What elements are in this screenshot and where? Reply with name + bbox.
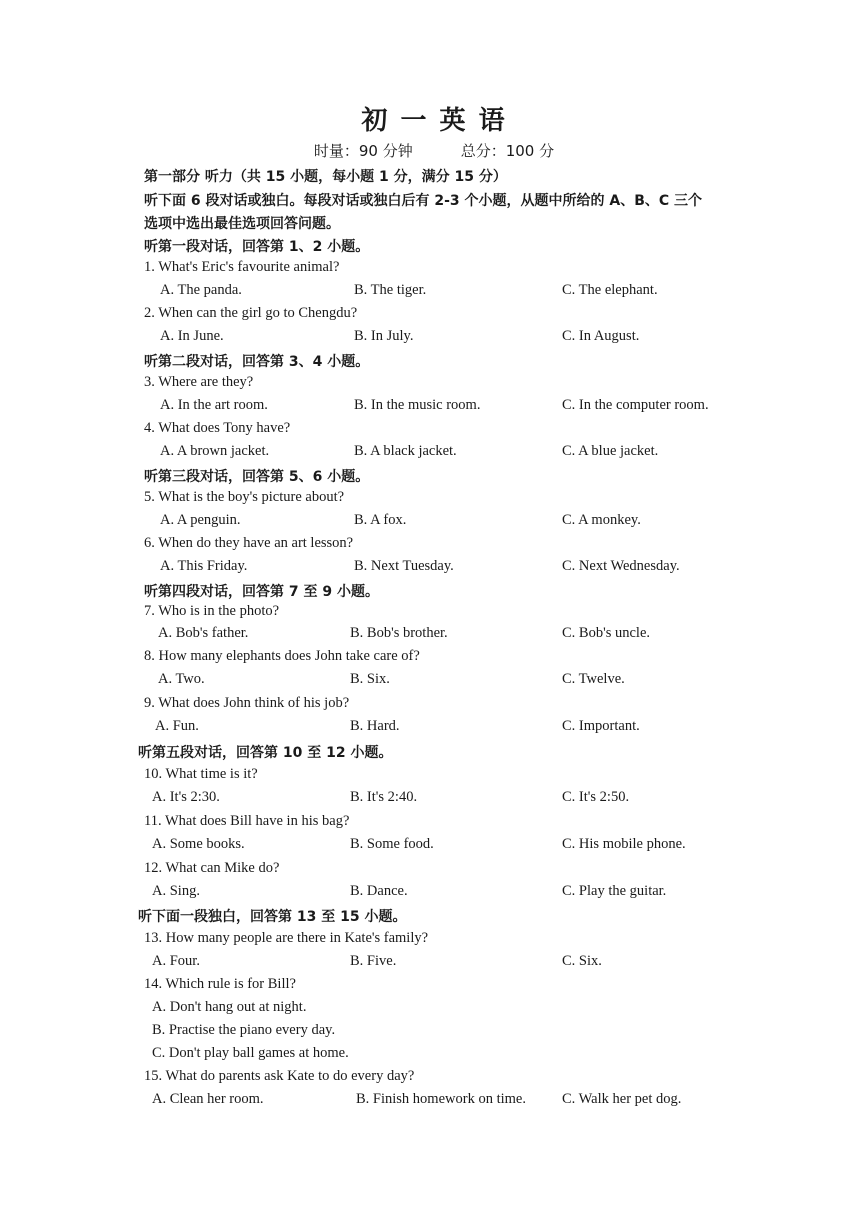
question-text: 15. What do parents ask Kate to do every day? [144,1068,415,1084]
option-a: A. Bob's father. [158,625,249,641]
option-c: C. Important. [562,718,640,734]
option-c: C. Bob's uncle. [562,625,650,641]
option-a: A. This Friday. [160,558,248,574]
option-c: C. Walk her pet dog. [562,1091,682,1107]
question-text: 3. Where are they? [144,374,254,390]
option-b: B. Five. [350,953,397,969]
instruction-line-1: 听下面 6 段对话或独白。每段对话或独白后有 2-3 个小题，从题中所给的 A、B、C 三个 [144,193,703,209]
dialog-header: 听第一段对话，回答第 1、2 小题。 [144,239,370,255]
option-b: B. A fox. [354,512,407,528]
option-a: A. Don't hang out at night. [152,999,307,1015]
question-text: 2. When can the girl go to Chengdu? [144,305,358,321]
option-a: A. The panda. [160,282,242,298]
option-b: B. Some food. [350,836,434,852]
option-b: B. Hard. [350,718,400,734]
option-a: A. Four. [152,953,200,969]
time-limit: 时量：90 分钟 [313,142,413,160]
option-b: B. Practise the piano every day. [152,1022,336,1038]
option-c: C. Six. [562,953,602,969]
option-b: B. Bob's brother. [350,625,448,641]
option-a: A. It's 2:30. [152,789,220,805]
option-c: C. Twelve. [562,671,625,687]
option-a: A. Sing. [152,883,200,899]
dialog-header: 听第四段对话，回答第 7 至 9 小题。 [144,584,379,600]
option-b: B. It's 2:40. [350,789,418,805]
option-a: A. In the art room. [160,397,268,413]
option-b: B. Dance. [350,883,408,899]
option-b: B. Finish homework on time. [356,1091,526,1107]
option-a: A. In June. [160,328,224,344]
instruction-line-2: 选项中选出最佳选项回答问题。 [144,216,340,232]
dialog-header: 听第三段对话，回答第 5、6 小题。 [144,469,370,485]
question-text: 10. What time is it? [144,766,258,782]
option-b: B. A black jacket. [354,443,457,459]
question-text: 12. What can Mike do? [144,860,280,876]
option-c: C. In the computer room. [562,397,709,413]
option-c: C. The elephant. [562,282,658,298]
option-c: C. His mobile phone. [562,836,686,852]
dialog-header: 听下面一段独白，回答第 13 至 15 小题。 [138,909,407,925]
question-text: 4. What does Tony have? [144,420,291,436]
section-heading: 第一部分 听力（共 15 小题，每小题 1 分，满分 15 分） [144,169,507,185]
question-text: 11. What does Bill have in his bag? [144,813,350,829]
option-a: A. Fun. [155,718,199,734]
question-text: 7. Who is in the photo? [144,603,280,619]
option-a: A. A brown jacket. [160,443,270,459]
option-c: C. Don't play ball games at home. [152,1045,349,1061]
option-b: B. In the music room. [354,397,481,413]
option-a: A. Clean her room. [152,1091,264,1107]
option-c: C. A monkey. [562,512,641,528]
question-text: 13. How many people are there in Kate's family? [144,930,429,946]
option-b: B. In July. [354,328,414,344]
dialog-header: 听第五段对话，回答第 10 至 12 小题。 [138,745,393,761]
exam-meta [0,140,868,161]
question-text: 8. How many elephants does John take care of? [144,648,420,664]
option-a: A. A penguin. [160,512,241,528]
question-text: 1. What's Eric's favourite animal? [144,259,340,275]
page-title: 初 一 英 语 [361,106,507,136]
option-c: C. A blue jacket. [562,443,659,459]
question-text: 6. When do they have an art lesson? [144,535,354,551]
dialog-header: 听第二段对话，回答第 3、4 小题。 [144,354,370,370]
option-b: B. Next Tuesday. [354,558,454,574]
option-a: A. Two. [158,671,205,687]
total-score: 总分：100 分 [460,142,555,160]
question-text: 9. What does John think of his job? [144,695,350,711]
option-c: C. Next Wednesday. [562,558,680,574]
question-text: 14. Which rule is for Bill? [144,976,296,992]
question-text: 5. What is the boy's picture about? [144,489,345,505]
option-c: C. In August. [562,328,640,344]
option-c: C. Play the guitar. [562,883,667,899]
option-c: C. It's 2:50. [562,789,630,805]
option-b: B. Six. [350,671,390,687]
option-a: A. Some books. [152,836,245,852]
option-b: B. The tiger. [354,282,427,298]
